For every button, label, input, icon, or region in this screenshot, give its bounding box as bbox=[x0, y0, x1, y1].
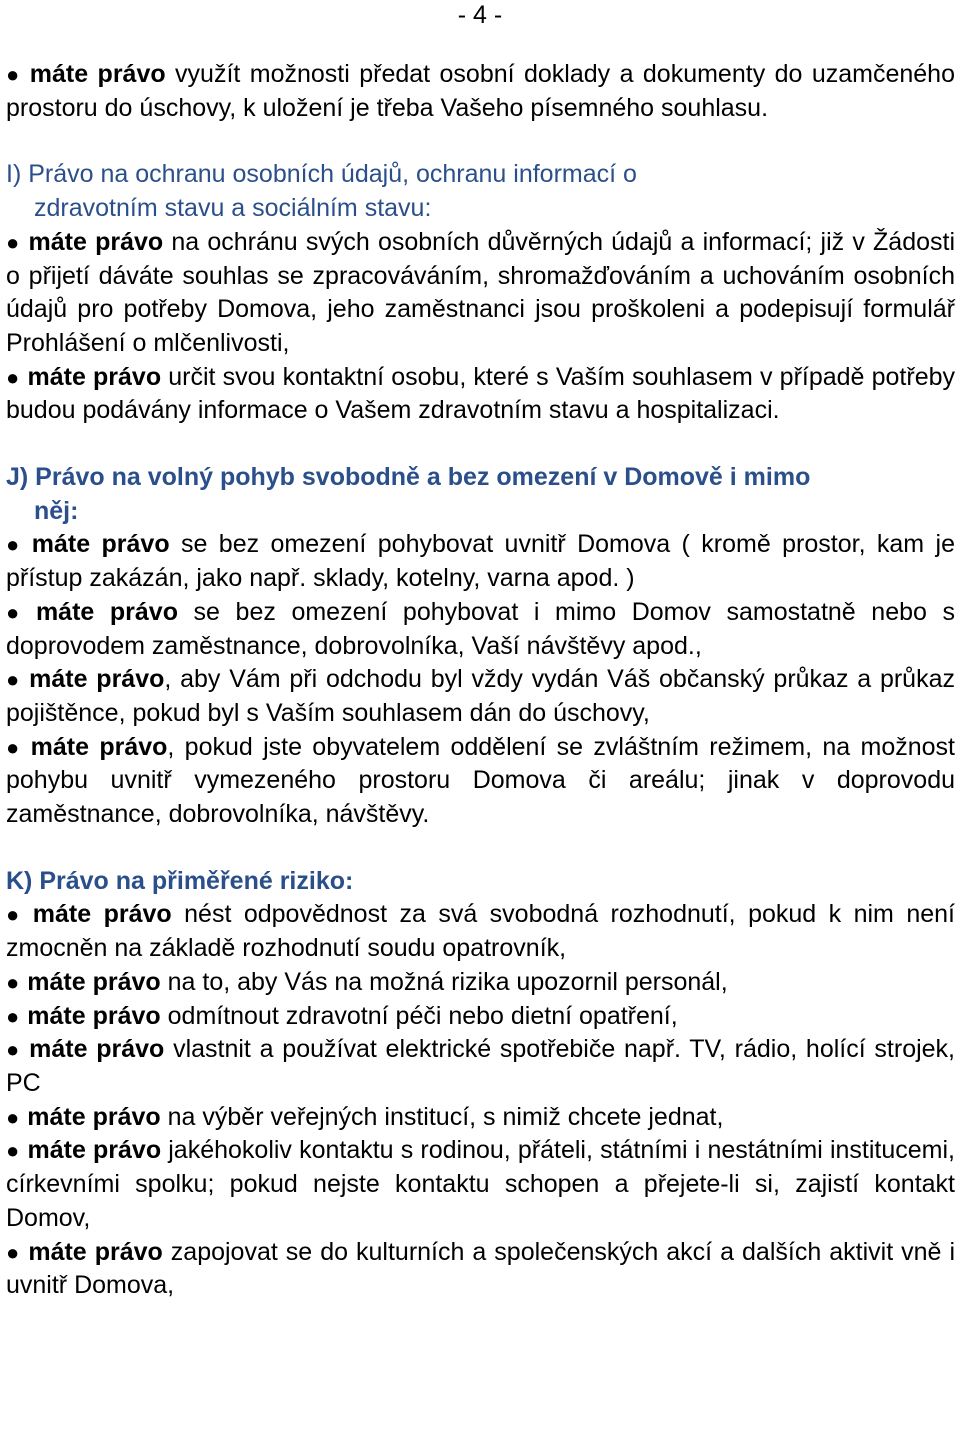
item-bold: máte právo bbox=[27, 967, 161, 996]
item-bold: máte právo bbox=[27, 1136, 162, 1165]
section-heading bbox=[6, 865, 955, 899]
item-text: , pokud jste obyvatelem oddělení se zvláštním režimem, na možnost pohybu uvnitř vymezeného prostoru Domova či areálu; jinak v doprovodu zaměstnance, dobrovolníka, návštěvy. bbox=[6, 732, 955, 829]
item-bold: máte právo bbox=[32, 900, 172, 929]
item-text: na to, aby Vás na možná rizika upozornil personál, bbox=[160, 967, 728, 996]
item-text: na výběr veřejných institucí, s nimiž chcete jednat, bbox=[160, 1102, 724, 1131]
item-text: odmítnout zdravotní péči nebo dietní opatření, bbox=[160, 1001, 678, 1030]
heading-line1: K) Právo na přiměřené riziko: bbox=[6, 866, 354, 895]
list-item bbox=[6, 731, 955, 832]
item-text: se bez omezení pohybovat uvnitř Domova ( kromě prostor, kam je přístup zakázán, jako např. sklady, kotelny, varna apod. ) bbox=[6, 530, 955, 593]
item-text: zapojovat se do kulturních a společenských akcí a dalších aktivit vně i uvnitř Domova, bbox=[6, 1237, 956, 1300]
heading-line1: I) Právo na ochranu osobních údajů, ochranu informací o bbox=[6, 160, 637, 189]
section-k bbox=[6, 865, 955, 1303]
item-bold: máte právo bbox=[29, 665, 165, 694]
item-text: vlastnit a používat elektrické spotřebiče např. TV, rádio, holící strojek, PC bbox=[6, 1035, 956, 1097]
bullet-icon: ● bbox=[6, 1138, 20, 1164]
item-bold: máte právo bbox=[31, 530, 170, 559]
item-text: využít možnosti předat osobní doklady a dokumenty do uzamčeného prostoru do úschovy, k uložení je třeba Vašeho písemného souhlasu. bbox=[6, 60, 955, 122]
bullet-icon: ● bbox=[6, 532, 24, 558]
list-item bbox=[6, 361, 955, 428]
bullet-icon: ● bbox=[6, 1037, 22, 1063]
item-bold: máte právo bbox=[28, 227, 164, 256]
section-heading bbox=[6, 158, 955, 225]
section-heading bbox=[6, 461, 955, 528]
heading-line1: J) Právo na volný pohyb svobodně a bez omezení v Domově i mimo bbox=[6, 463, 811, 492]
bullet-icon: ● bbox=[6, 1239, 21, 1265]
item-text: na ochránu svých osobních důvěrných údajů a informací; již v Žádosti o přijetí dáváte souhlas se zpracováváním, shromažďováním a uchováním osobních údajů pro potřeby Domova, jeho zaměstnanci jsou proškoleni a podepisují formulář Prohlášení o mlčenlivosti, bbox=[6, 227, 956, 357]
section-i bbox=[6, 158, 955, 428]
item-bold: máte právo bbox=[35, 597, 178, 626]
bullet-icon: ● bbox=[6, 229, 21, 255]
bullet-icon: ● bbox=[6, 599, 28, 625]
bullet-icon: ● bbox=[6, 969, 20, 995]
bullet-icon: ● bbox=[6, 902, 25, 928]
heading-line2: něj: bbox=[34, 496, 79, 525]
bullet-icon: ● bbox=[6, 1003, 20, 1029]
bullet-icon: ● bbox=[6, 1104, 20, 1130]
bullet-icon: ● bbox=[6, 734, 23, 760]
item-bold: máte právo bbox=[29, 60, 166, 88]
item-text: určit svou kontaktní osobu, které s Vaším souhlasem v případě potřeby budou podávány informace o Vašem zdravotním stavu a hospitalizaci. bbox=[6, 362, 955, 425]
item-bold: máte právo bbox=[27, 362, 162, 391]
item-bold: máte právo bbox=[27, 1001, 161, 1030]
item-text: , aby Vám při odchodu byl vždy vydán Váš občanský průkaz a průkaz pojištěnce, pokud byl s Vaším souhlasem dán do úschovy, bbox=[6, 665, 955, 727]
list-item bbox=[6, 1101, 955, 1135]
item-bold: máte právo bbox=[30, 732, 168, 761]
heading-line2: zdravotním stavu a sociálním stavu: bbox=[34, 194, 432, 223]
list-item bbox=[6, 1134, 955, 1235]
list-item bbox=[6, 1236, 955, 1303]
list-item bbox=[6, 1033, 955, 1100]
list-item bbox=[6, 966, 955, 1000]
list-item bbox=[6, 226, 955, 361]
list-item bbox=[6, 898, 955, 965]
bullet-icon: ● bbox=[6, 364, 20, 390]
item-bold: máte právo bbox=[27, 1102, 161, 1131]
item-bold: máte právo bbox=[28, 1237, 163, 1266]
section-j bbox=[6, 461, 955, 832]
list-item bbox=[6, 528, 955, 595]
item-text: se bez omezení pohybovat i mimo Domov samostatně nebo s doprovodem zaměstnance, dobrovolníka, Vaší návštěvy apod., bbox=[6, 597, 955, 660]
bullet-icon: ● bbox=[6, 62, 22, 87]
list-item bbox=[6, 663, 955, 730]
list-item bbox=[6, 596, 955, 663]
list-item bbox=[6, 1000, 955, 1034]
item-text: nést odpovědnost za svá svobodná rozhodnutí, pokud k nim není zmocněn na základě rozhodnutí soudu opatrovník, bbox=[6, 900, 955, 963]
item-text: jakéhokoliv kontaktu s rodinou, přáteli, státními i nestátními institucemi, církevními spolku; pokud nejste kontaktu schopen a přejete-li si, zajistí kontakt Domov, bbox=[6, 1136, 955, 1232]
page-number: - 4 - bbox=[457, 1, 503, 29]
document-body bbox=[6, 58, 955, 1303]
intro-item bbox=[6, 58, 955, 125]
bullet-icon: ● bbox=[6, 667, 22, 693]
item-bold: máte právo bbox=[29, 1035, 165, 1064]
